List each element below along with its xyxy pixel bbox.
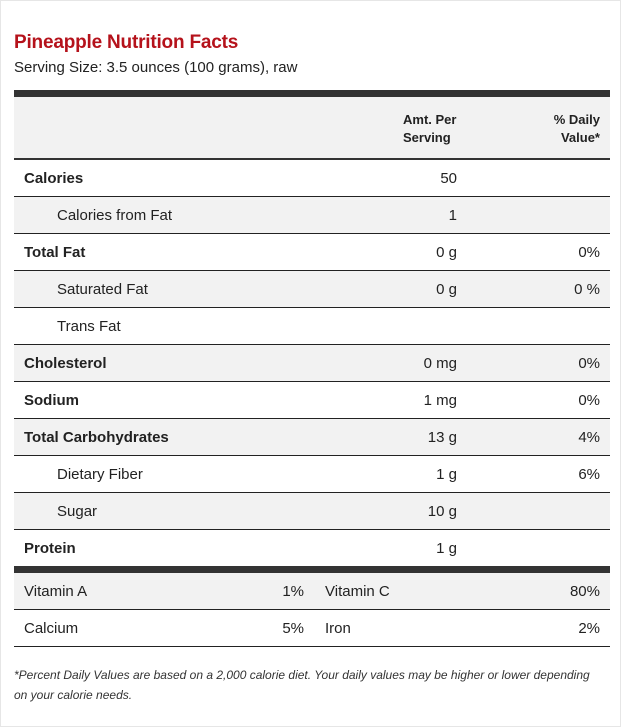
nutrient-label: Protein <box>24 540 76 557</box>
header-amount-line1: Amt. Per <box>403 112 457 127</box>
table-row <box>14 456 610 493</box>
header-dv-line1: % Daily <box>553 112 600 127</box>
nutrient-amount: 0 mg <box>423 355 457 372</box>
header-amount-line2: Serving <box>403 130 451 145</box>
vitamin-row <box>14 610 610 647</box>
header-amount <box>403 111 483 147</box>
section-divider <box>14 566 610 573</box>
vitamin-label: Vitamin C <box>325 583 390 600</box>
nutrient-amount: 1 mg <box>423 392 457 409</box>
table-row <box>14 382 610 419</box>
vitamin-label: Vitamin A <box>24 583 88 600</box>
table-row <box>14 197 610 234</box>
table-row <box>14 271 610 308</box>
nutrient-dv: 0 % <box>574 281 600 298</box>
nutrient-dv: 0% <box>578 392 600 409</box>
table-row <box>14 530 610 567</box>
nutrient-label: Cholesterol <box>24 355 107 372</box>
vitamin-percent: 2% <box>578 620 600 637</box>
nutrient-label: Trans Fat <box>57 318 121 335</box>
nutrient-amount: 0 g <box>436 281 457 298</box>
vitamin-label: Iron <box>325 620 351 637</box>
nutrient-label: Dietary Fiber <box>57 466 143 483</box>
nutrient-label: Saturated Fat <box>57 281 148 298</box>
vitamin-percent: 5% <box>282 620 304 637</box>
nutrient-label: Calories from Fat <box>57 207 173 224</box>
nutrient-dv: 0% <box>578 355 600 372</box>
nutrient-dv: 0% <box>578 244 600 261</box>
serving-size: Serving Size: 3.5 ounces (100 grams), raw <box>14 59 298 76</box>
header-dv-line2: Value* <box>560 130 600 145</box>
nutrition-table <box>14 90 610 647</box>
nutrient-amount: 13 g <box>427 429 457 446</box>
table-row <box>14 160 610 197</box>
header-daily-value <box>520 111 600 147</box>
nutrient-amount: 1 g <box>436 540 457 557</box>
footnote: *Percent Daily Values are based on a 2,000 calorie diet. Your daily values may be higher or lower depending on your calorie needs. <box>14 668 590 702</box>
table-row <box>14 493 610 530</box>
nutrient-amount: 10 g <box>427 503 457 520</box>
nutrient-label: Calories <box>24 170 84 187</box>
vitamin-percent: 80% <box>569 583 600 600</box>
vitamin-label: Calcium <box>24 620 79 637</box>
nutrient-amount: 50 <box>440 170 457 187</box>
nutrient-dv: 4% <box>578 429 600 446</box>
table-row <box>14 345 610 382</box>
table-row <box>14 419 610 456</box>
table-header <box>14 97 610 160</box>
nutrient-label: Total Carbohydrates <box>24 429 169 446</box>
nutrient-dv: 6% <box>578 466 600 483</box>
page-title: Pineapple Nutrition Facts <box>14 32 239 53</box>
nutrient-amount: 1 g <box>436 466 457 483</box>
vitamin-row <box>14 573 610 610</box>
nutrient-label: Sodium <box>24 392 79 409</box>
vitamin-percent: 1% <box>282 583 304 600</box>
nutrient-label: Total Fat <box>24 244 86 261</box>
nutrient-amount: 1 <box>448 207 457 224</box>
table-row <box>14 308 610 345</box>
table-row <box>14 234 610 271</box>
nutrient-amount: 0 g <box>436 244 457 261</box>
nutrient-label: Sugar <box>57 503 98 520</box>
